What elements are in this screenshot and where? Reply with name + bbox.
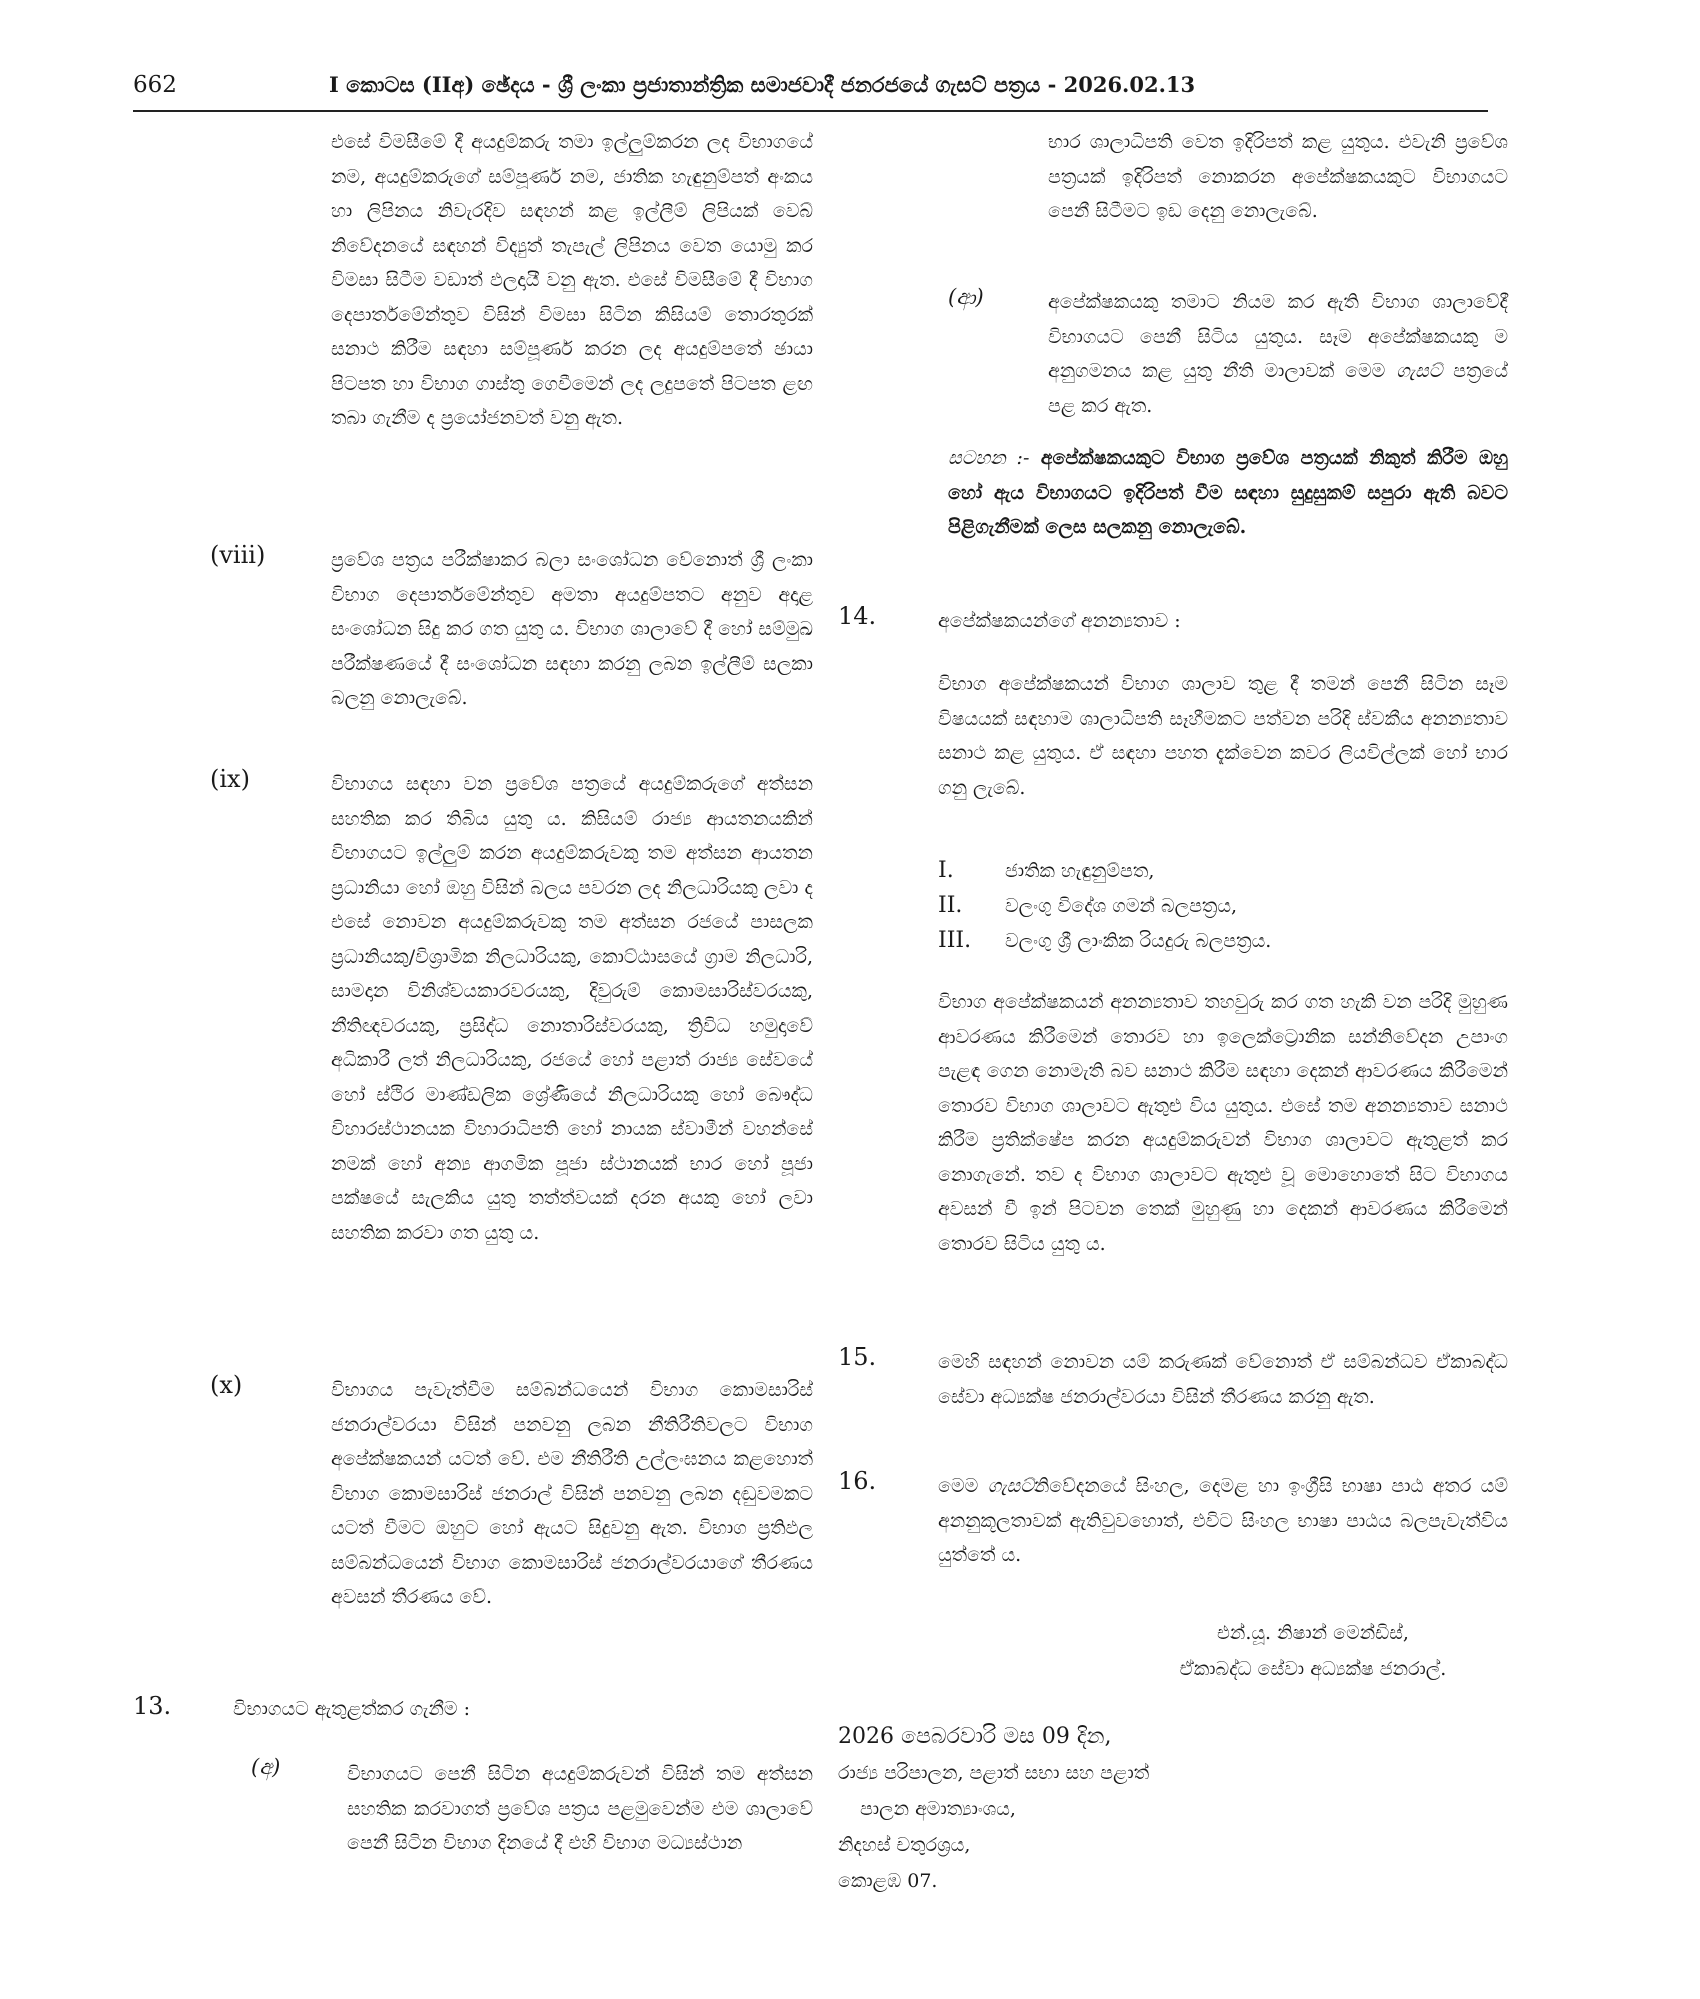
- section-14-para1: විභාග අපේක්ෂකයන් විභාග ශාලාව තුළ දී තමන් පෙනී සිටින සෑම විෂයයක් සඳහාම ශාලාධිපති සෑහීමකට පත්වන පරිදි ස්වකීය අනන්‍යතාව සනාථ කළ යුතුය. ඒ සඳහා පහත දැක්වෙන කවර ලියවිල්ලක් හෝ භාර ගනු ලැබේ.: [938, 673, 1508, 799]
- ministry-line-2: පාලන අමාත්‍යාංශය,: [860, 1798, 1016, 1820]
- item-viii-text: ප්‍රවේශ පත්‍රය පරීක්ෂාකර බලා සංශෝධන වේනොත් ශ්‍රී ලංකා විභාග දෙපාර්තමේන්තුව අමතා අයදුම්පතට අනුව අදාළ සංශෝධන සිදු කර ගත යුතු ය. විභාග ශාලාවේ දී හෝ සම්මුඛ පරීක්ෂණයේ දී සංශෝධන සඳහා කරනු ලබන ඉල්ලීම් සලකා බලනු නොලැබේ.: [331, 549, 813, 709]
- page-header: [133, 72, 1488, 112]
- section-13-number: 13.: [133, 1692, 172, 1720]
- issue-details: [838, 1719, 1149, 1899]
- section-16-text: [938, 1469, 1508, 1573]
- item-aa-text-part2: පත්‍රයේ පළ කර ඇත.: [1048, 360, 1509, 417]
- section-16-text-part2: නිවේදනයේ සිංහල, දෙමළ හා ඉංග්‍රීසි භාෂා පාඨ අතර යම් අනනුකූලතාවක් ඇතිවුවහොත්, එවිට සිංහල භාෂා පාඨය බලපැවැත්විය යුත්තේ ය.: [938, 1475, 1509, 1566]
- id-list-roman: III.: [938, 928, 972, 953]
- item-aa-label: (ආ): [948, 285, 984, 309]
- address-line-2: කොළඹ 07.: [838, 1870, 938, 1892]
- ministry-line-1: රාජ්‍ය පරිපාලන, පළාත් සභා සහ පළාත්: [838, 1762, 1150, 1784]
- id-list-text: ජාතික හැඳුනුම්පත,: [1005, 860, 1155, 882]
- gazette-header-title: I කොටස (IIඅ) ඡේදය - ශ්‍රී ලංකා ප්‍රජාතාන්ත්‍රික සමාජවාදී ජනරජයේ ගැසට් පත්‍රය - 2026.02.13: [329, 72, 1196, 97]
- id-list-text: වලංගු ශ්‍රී ලාංකික රියදුරු බලපත්‍රය.: [1005, 930, 1272, 952]
- intro-paragraph: එසේ විමසීමේ දී අයදුම්කරු තමා ඉල්ලුම්කරන ලද විභාගයේ නම, අයදුම්කරුගේ සම්පූර්ණ නම, ජාතික හැඳුනුම්පත් අංකය හා ලිපිනය නිවැරදිව සඳහන් කළ ඉල්ලීම් ලිපියක් වෙබ් නිවේදනයේ සඳහන් විද්‍යුත් තැපැල් ලිපිනය වෙත යොමු කර විමසා සිටීම වඩාත් ඵලදායී වනු ඇත. එසේ විමසීමේ දී විභාග දෙපාර්තමේන්තුව විසින් විමසා සිටින කිසියම් තොරතුරක් සනාථ කිරීම සඳහා සම්පූර්ණ කරන ලද අයදුම්පතේ ඡායා පිටපත හා විභාග ගාස්තු ගෙවීමෙන් ලද ලදුපතේ පිටපත ළඟ තබා ගැනීම ද ප්‍රයෝජනවත් වනු ඇත.: [331, 131, 813, 429]
- signatory-title: ඒකාබද්ධ සේවා අධ්‍යක්ෂ ජනරාල්.: [1179, 1658, 1447, 1680]
- item-ix-label: (ix): [210, 765, 250, 793]
- address-line-1: නිදහස් චතුරශ්‍රය,: [838, 1834, 971, 1856]
- note-block: [948, 441, 1508, 545]
- note-label: සටහන :-: [948, 447, 1030, 469]
- issue-date: 2026 පෙබරවාරි මස 09 දින,: [838, 1724, 1112, 1749]
- id-list-roman: I.: [938, 858, 954, 883]
- item-x-text: විභාගය පැවැත්වීම සම්බන්ධයෙන් විභාග කොමසාරිස් ජනරාල්වරයා විසින් පනවනු ලබන නීතිරීතිවලට විභාග අපේක්ෂකයන් යටත් වේ. එම නීතිරීති උල්ලංඝනය කළහොත් විභාග කොමසාරිස් ජනරාල් විසින් පනවනු ලබන දඬුවමකට යටත් වීමට ඔහුට හෝ ඇයට සිදුවනු ඇත. විභාග ප්‍රතිඵල සම්බන්ධයෙන් විභාග කොමසාරිස් ජනරාල්වරයාගේ තීරණය අවසන් තීරණය වේ.: [331, 1379, 813, 1608]
- page-number: 662: [133, 72, 177, 98]
- header-rule: [133, 110, 1488, 112]
- item-aa-text-part1: අපේක්ෂකයකු තමාට නියම කර ඇති විභාග ශාලාවේදී විභාගයට පෙනී සිටිය යුතුය. සෑම අපේක්ෂකයකු ම අනුගමනය කළ යුතු නීති මාලාවක් මෙම: [1048, 291, 1508, 382]
- section-16-number: 16.: [838, 1467, 877, 1495]
- signature-block: [1118, 1615, 1508, 1687]
- section-16-gazette-word: ගැසට්: [987, 1475, 1034, 1497]
- section-15-number: 15.: [838, 1343, 877, 1371]
- section-14-para2: විභාග අපේක්ෂකයන් අනන්‍යතාව තහවුරු කර ගත හැකි වන පරිදි මුහුණ ආවරණය කිරීමෙන් තොරව හා ඉලෙක්ට්‍රොනික සන්නිවේදන උපාංග පැළඳ ගෙන නොමැති බව සනාථ කිරීම සඳහා දෙකන් ආවරණය කිරීමෙන් තොරව විභාග ශාලාවට ඇතුළු විය යුතුය. එසේ තම අනන්‍යතාව සනාථ කිරීම ප්‍රතික්ෂේප කරන අයදුම්කරුවන් විභාග ශාලාවට ඇතුළත් කර නොගැනේ. තව ද විභාග ශාලාවට ඇතුළු වූ මොහොතේ සිට විභාගය අවසන් වී ඉන් පිටවන තෙක් මුහුණු හා දෙකන් ආවරණය කිරීමෙන් තොරව සිටිය යුතු ය.: [938, 991, 1508, 1255]
- section-13-title: විභාගයට ඇතුළත්කර ගැනීම :: [233, 1698, 471, 1720]
- item-aa-text: [1048, 285, 1508, 423]
- item-x-label: (x): [210, 1371, 243, 1399]
- id-list-roman: II.: [938, 893, 963, 918]
- item-aa-gazette-word: ගැසට්: [1396, 360, 1443, 382]
- id-list-text: වලංගු විදේශ ගමන් බලපත්‍රය,: [1005, 895, 1238, 917]
- item-a-continuation: භාර ශාලාධිපති වෙත ඉදිරිපත් කළ යුතුය. එවැනි ප්‍රවේශ පත්‍රයක් ඉදිරිපත් නොකරන අපේක්ෂකයකුට විභාගයට පෙනී සිටීමට ඉඩ දෙනු නොලැබේ.: [1048, 131, 1508, 222]
- section-16-text-part1: මෙම: [938, 1475, 979, 1497]
- item-a-text: විභාගයට පෙනී සිටින අයදුම්කරුවන් විසින් තම අත්සන සහතික කරවාගත් ප්‍රවේශ පත්‍රය පළමුවෙන්ම එම ශාලාවේ පෙනී සිටින විභාග දිනයේ දී එහි විභාග මධ්‍යස්ථාන: [347, 1763, 813, 1854]
- section-14-title: අපේක්ෂකයන්ගේ අනන්‍යතාව :: [938, 610, 1181, 632]
- item-a-label: (අ): [251, 1755, 281, 1779]
- signatory-name: එන්.යූ. නිෂාන් මෙන්ඩිස්,: [1217, 1622, 1409, 1644]
- item-viii-label: (viii): [210, 541, 266, 569]
- section-14-number: 14.: [838, 602, 877, 630]
- note-text: අපේක්ෂකයකුට විභාග ප්‍රවේශ පත්‍රයක් නිකුත් කිරීම ඔහු හෝ ඇය විභාගයට ඉදිරිපත් වීම සඳහා සුදුසුකම් සපුරා ඇති බවට පිළිගැනීමක් ලෙස සලකනු නොලැබේ.: [948, 447, 1508, 538]
- item-ix-text: විභාගය සඳහා වන ප්‍රවේශ පත්‍රයේ අයදුම්කරුගේ අත්සන සහතික කර තිබිය යුතු ය. කිසියම් රාජ්‍ය ආයතනයකින් විභාගයට ඉල්ලුම් කරන අයදුම්කරුවකු තම අත්සන ආයතන ප්‍රධානියා හෝ ඔහු විසින් බලය පවරන ලද නිලධාරියකු ලවා ද එසේ නොවන අයදුම්කරුවකු තම අත්සන රජයේ පාසලක ප්‍රධානියකු/විශ්‍රාමික නිලධාරියකු, කොට්ඨාසයේ ග්‍රාම නිලධාරි, සාමදාන විනිශ්චයකාරවරයකු, දිවුරුම් කොමසාරිස්වරයකු, නීතිඥවරයකු, ප්‍රසිද්ධ නොතාරිස්වරයකු, ත්‍රිවිධ හමුදාවේ අධිකාරී ලත් නිලධාරියකු, රජයේ හෝ පළාත් රාජ්‍ය සේවයේ හෝ ස්ථිර මාණ්ඩලික ශ්‍රේණියේ නිලධාරියකු හෝ බෞද්ධ විහාරස්ථානයක විහාරාධිපති හෝ නායක ස්වාමීන් වහන්සේ නමක් හෝ අන්‍ය ආගමික පූජා ස්ථානයක් භාර හෝ පූජා පක්ෂයේ සැලකිය යුතු තත්ත්වයක් දරන අයකු හෝ ලවා සහතික කරවා ගත යුතු ය.: [331, 773, 814, 1244]
- section-15-text: මෙහි සඳහන් නොවන යම් කරුණක් වේනොත් ඒ සම්බන්ධව ඒකාබද්ධ සේවා අධ්‍යක්ෂ ජනරාල්වරයා විසින් තීරණය කරනු ඇත.: [938, 1351, 1508, 1408]
